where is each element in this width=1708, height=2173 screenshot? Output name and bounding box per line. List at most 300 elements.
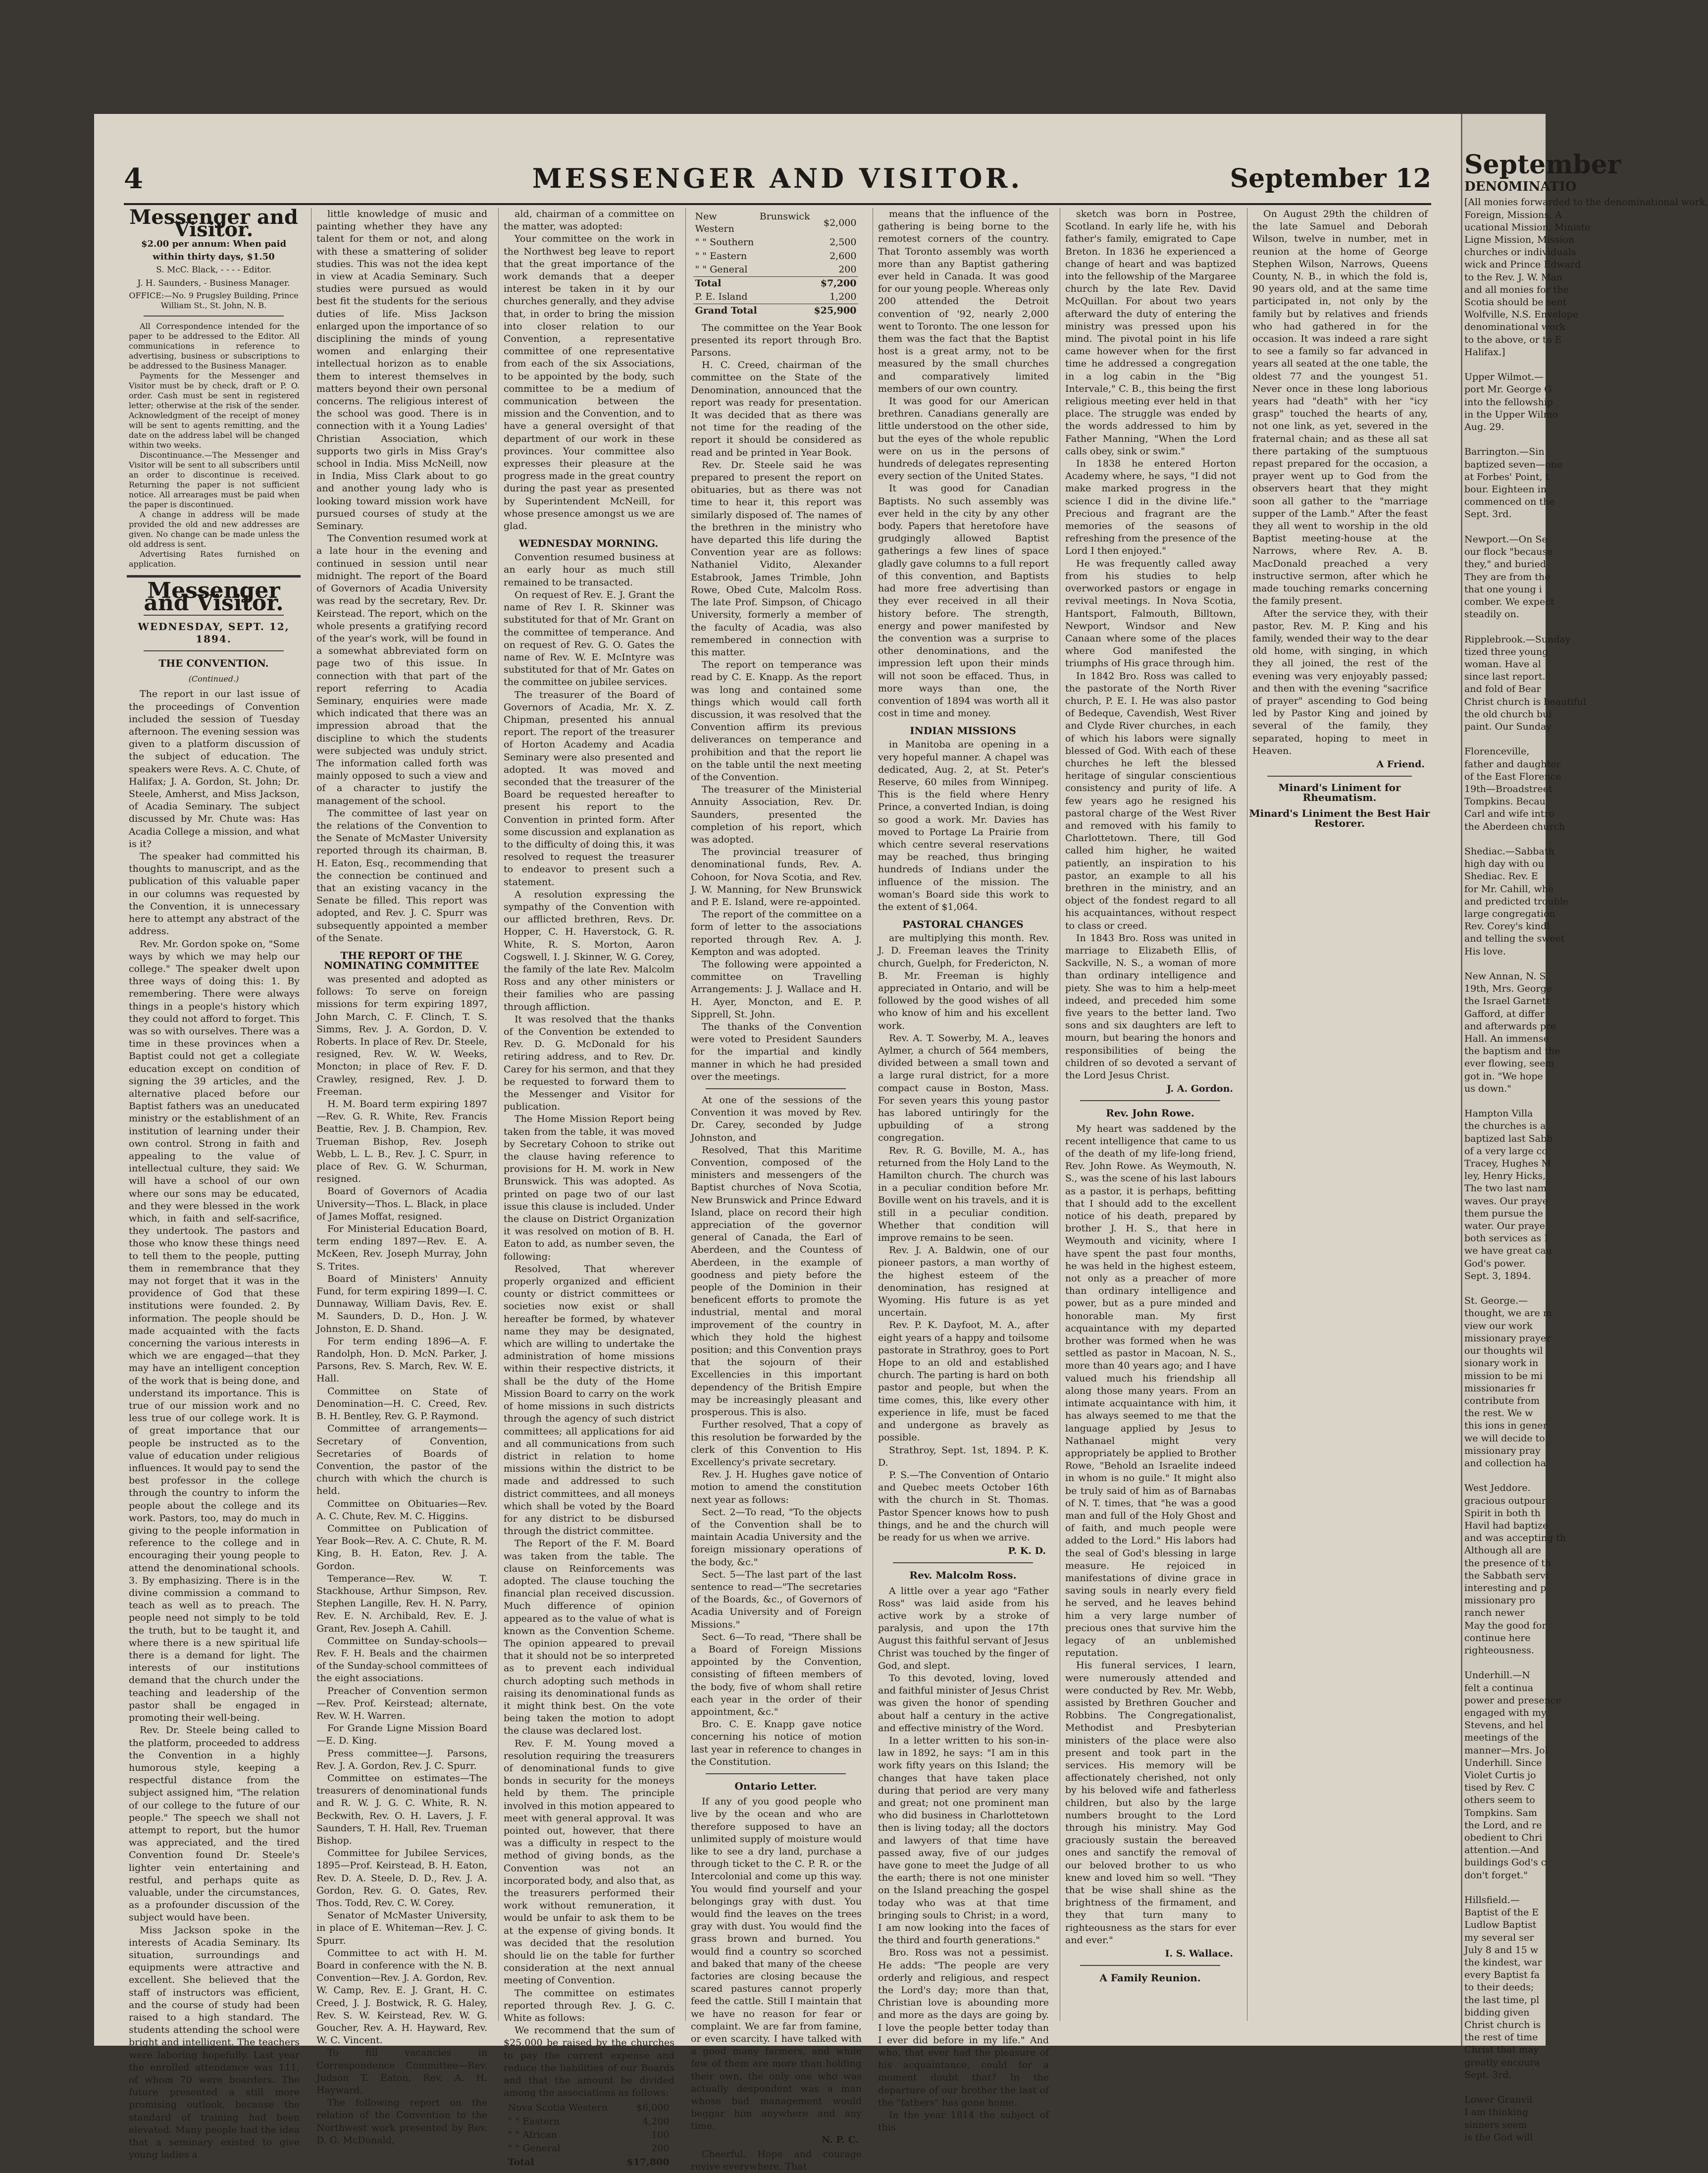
text-line <box>1464 1282 1544 1295</box>
paragraph: Rev. F. M. Young moved a resolution requiring the treasurers of denominational funds to give bonds in security for the moneys held by them. The principle involved in this motion appeared to meet with general approval. It was pointed out, however, that there was a difficulty in respect to the method of giving bonds, as the Convention was not an incorporated body, and also that, as the treasurers performed their work without remuneration, it would be unfair to ask them to be at the expense of giving bonds. It was decided that the resolution should lie on the table for further consideration at the next annual meeting of Convention. <box>504 1738 675 1986</box>
text-line: to the above, or to E <box>1464 334 1562 345</box>
divider <box>1080 1965 1220 1966</box>
paragraph: Committee of arrangements—Secretary of Convention, Secretaries of Boards of Convention, the pastor of the church with which the church is held. <box>316 1423 487 1497</box>
columns <box>124 206 1431 2173</box>
text-line: mission to be mi <box>1464 1370 1543 1381</box>
text-line: Tracey, Hughes M <box>1464 1158 1551 1169</box>
text-line: we will decide to <box>1464 1432 1545 1444</box>
text-line: the baptism and the <box>1464 1046 1560 1057</box>
paragraph: In 1842 Bro. Ross was called to the pastorate of the North River church, P. E. I. He was also pastor of Bedeque, Cavendish, West River and Clyde River churches, in each of which his labors were signally blessed of God. With each of these churches he left the blessed heritage of singular conscientious consistency and purity of life. A few years ago he resigned his pastoral charge of the West River and removed with his family to Charlottetown. There, till God called him higher, he waited patiently, an inspiration to his pastor, an example to all his brethren in the ministry, and an object of the fondest regard to all his acquaintances, without respect to class or creed. <box>1065 670 1236 931</box>
text-line: Havil had baptize <box>1464 1520 1549 1531</box>
text-line: Tompkins. Becau <box>1464 796 1546 807</box>
text-line: buildings God's c <box>1464 1857 1547 1868</box>
signature: J. A. Gordon. <box>1166 1083 1233 1095</box>
text-line: denominational work <box>1464 321 1565 333</box>
continued-note: (Continued.) <box>188 674 239 684</box>
table-cell: $7,200 <box>812 277 859 291</box>
section-heading: Ontario Letter. <box>734 1780 817 1792</box>
text-line: wick and Prince Edward <box>1464 259 1581 270</box>
text-line: Florenceville, <box>1464 746 1530 757</box>
paragraph: Rev. Mr. Gordon spoke on, "Some ways by which we may help our college." The speaker dwelt upon three ways of doing this: 1. By remembering. There were always things in a people's history which they could not afford to forget. This was so with ourselves. There was a time in these provinces when a Baptist could not get a collegiate education except on condition of signing the 39 articles, and the alternative placed before our Baptist fathers was an uneducated ministry or the establishment of an institution of learning under their own control. Strong in faith and appealing to the value of intellectual culture, they said: We will have a school of our own where our sons may be educated, and they were blessed in the work which, in faith and self-sacrifice, they undertook. The pastors and those who know these things need to tell them to the people, putting them in remembrance that they may not forget that it was in the providence of God that these institutions were founded. 2. By information. The people should be made acquainted with the facts concerning the various interests in which we are engaged—that they may have an intelligent conception of the work that is being done, and understand its importance. This is true of our mission work and no less true of our college work. It is of great importance that our people be instructed as to the value of education under religious influences. It would pay to send the best professor in the college through the country to inform the people about the college and its work. Pastors, too, may do much in giving to the people information in reference to the college and in encouraging their young people to attend the denominational schools. 3. By emphasizing. There is in the divine commission a command to teach as well as to preach. The people need not simply to be told the truth, but to be taught it, and where there is a new spiritual life there is a demand for light. The interests of our institutions demand that the church under the teaching and leadership of the pastor shall be engaged in promoting their well-being. <box>129 938 300 1724</box>
newspaper-page <box>94 114 1461 2173</box>
text-line: sinners seem <box>1464 2119 1527 2130</box>
manager-line: J. H. Saunders, - Business Manager. <box>137 278 290 289</box>
text-line: baptized last Sabb <box>1464 1133 1553 1144</box>
paragraph: The Report of the F. M. Board was taken from the table. The clause on Reinforcements was adopted. The clause touching the financial plan received discussion. Much difference of opinion appeared as to the value of what is known as the Convention Scheme. The opinion appeared to prevail that it should not be so interpreted as to prevent each individual church adopting such methods in raising its denominational funds as it might think best. On the vote being taken the motion to adopt the clause was declared lost. <box>504 1538 674 1737</box>
table-cell: " " Eastern <box>508 2116 560 2127</box>
text-line: and was accepting th <box>1464 1533 1566 1544</box>
paragraph: Sect. 5—The last part of the last sentence to read—"The secretaries of the Boards, &c., of Governors of Acadia University and of Foreign Missions." <box>691 1569 862 1630</box>
text-line: large congregation <box>1464 908 1555 919</box>
table-row <box>693 236 859 249</box>
paragraph: Your committee on the work in the Northwest beg leave to report that the great importance of the work demands that a deeper interest be taken in it by our churches generally, and they advise that, in order to bring the mission into closer relation to our Convention, a representative committee of one representative from each of the six Associations, to be appointed by the body, such committee to be a medium of communication between the mission and the Convention, and to have a general oversight of that department of our work in these provinces. Your committee also expresses their pleasure at the progress made in the great country during the past year as presented by Superintendent McNeill, for whose presence amongst us we are glad. <box>504 233 674 532</box>
column-2 <box>311 208 491 2146</box>
text-line: bour. Eighteen in <box>1464 484 1547 495</box>
paragraph: Rev. J. H. Hughes gave notice of motion to amend the constitution next year as follows: <box>691 1469 862 1505</box>
text-line: 19th—Broadstreet <box>1464 783 1553 795</box>
text-line: They are from the <box>1464 571 1551 583</box>
paragraph: was presented and adopted as follows: To serve on foreign missions for term expiring 1897, John March, C. F. Clinch, T. S. Simms, Rev. J. A. Gordon, D. V. Roberts. In place of Rev. Dr. Steele, resigned, Rev. W. W. Weeks, Moncton; in place of Rev. F. D. Crawley, resigned, Rev. J. D. Freeman. <box>316 973 487 1097</box>
text-line: Shediac. Rev. E <box>1464 871 1538 882</box>
table-row <box>506 2156 672 2170</box>
paragraph: In 1838 he entered Horton Academy where, he says, "I did not make marked progress in the science I did in the divine life." Precious and fragrant are the memories of the seasons of refreshing from the presence of the Lord I then enjoyed." <box>1065 458 1236 557</box>
table-row <box>693 210 859 236</box>
divider <box>144 650 284 651</box>
text-line: ley, Henry Hicks, <box>1464 1170 1546 1182</box>
column-7 <box>1247 208 1432 2021</box>
paragraph: It was resolved that the thanks of the Convention be extended to Rev. D. G. McDonald for his retiring address, and to Rev. Dr. Carey for his sermon, and that they be requested to forward them to the Messenger and Visitor for publication. <box>504 1013 674 1113</box>
paragraph: The report on temperance was read by C. E. Knapp. As the report was long and contained some things which would call forth discussion, it was resolved that the Convention affirm its previous deliverances on temperance and prohibition and that the report lie on the table until the next meeting of the Convention. <box>691 659 862 783</box>
paragraph: Rev. Dr. Steele being called to the platform, proceeded to address the Convention in a highly humorous style, keeping a respectful distance from the subject assigned him, "The relation of our college to the future of our people." The speech we shall not attempt to report, but the humor was appreciated, and the tired Convention found Dr. Steele's lighter vein entertaining and restful, and perhaps quite as valuable, under the circumstances, as a profounder discussion of the subject would have been. <box>129 1725 300 1923</box>
divider <box>127 575 301 578</box>
office-address: OFFICE:—No. 9 Prugsley Building, Prince William St., St. John, N. B. <box>129 291 299 311</box>
header-date: September 12 <box>1230 163 1431 194</box>
text-line: Rev. Corey's kindl <box>1464 921 1550 932</box>
table-row <box>693 250 859 263</box>
text-line: the churches is a <box>1464 1120 1546 1132</box>
text-line: them pursue the <box>1464 1208 1544 1219</box>
text-line: ucational Mission, Ministe <box>1464 221 1591 233</box>
advertisement: Minard's Liniment the Best Hair Restorer. <box>1249 807 1430 830</box>
paragraph: Resolved, That this Maritime Convention, composed of the ministers and messengers of the Baptist churches of Nova Scotia, New Brunswick and Prince Edward Island, place on record their high appreciation of the governor general of Canada, the Earl of Aberdeen, and the Countess of Aberdeen, in the example of goodness and piety before the people of the Dominion in their beneficent efforts to promote the industrial, mental and moral improvement of the country in which they hold the highest position; and this Convention prays that the sojourn of their Excellencies in this important dependency of the British Empire may be increasingly pleasant and prosperous. This is also. <box>691 1144 862 1418</box>
table-row <box>693 263 859 277</box>
section-heading: WEDNESDAY MORNING. <box>518 537 659 550</box>
text-line: to their deeds; <box>1464 1982 1534 1993</box>
subscription-rate: $2.00 per annum: When paid within thirty days, $1.50 <box>141 239 287 262</box>
text-line <box>1464 1657 1544 1669</box>
paragraph: Committee on Sunday-schools—Rev. F. H. Beals and the chairmen of the Sunday-school committees of the eight associations. <box>316 1635 487 1684</box>
text-line: God's power. <box>1464 1258 1526 1269</box>
text-line: tized three young <box>1464 646 1549 657</box>
text-line: don't forget." <box>1464 1869 1528 1881</box>
page-number: 4 <box>124 162 143 195</box>
paragraph: in Manitoba are opening in a very hopeful manner. A chapel was dedicated, Aug. 2, at St. Peter's Reserve, 60 miles from Winnipeg. This is the field where Henry Prince, a converted Indian, is doing so good a work. Mr. Davies has moved to Portage La Prairie from which centre several reservations may be reached, thus bringing hundreds of Indians under the influence of the mission. The woman's Board side this work to the extent of $1,064. <box>878 739 1049 912</box>
text-line: is the God will <box>1464 2131 1533 2143</box>
paragraph: Committee on State of Denomination—H. C. Creed, Rev. B. H. Bentley, Rev. G. P. Raymond. <box>316 1385 487 1422</box>
notice-correspondence: All Correspondence intended for the paper to be addressed to the Editor. All communications in reference to advertising, business or subscriptions to be addressed to the Business Manager. <box>129 321 300 371</box>
paragraph: Convention resumed business at an early hour as much still remained to be transacted. <box>504 552 674 588</box>
text-line: Underhill.—N <box>1464 1670 1530 1681</box>
text-line: missionary pray <box>1464 1445 1541 1456</box>
table-row <box>506 2101 672 2115</box>
text-line: churches or individuals <box>1464 247 1576 258</box>
text-line: missionaries fr <box>1464 1382 1535 1394</box>
divider <box>1080 1100 1220 1101</box>
paragraph: On request of Rev. E. J. Grant the name of Rev I. R. Skinner was substituted for that of Mr. Grant on the committee of temperance. And on request of Rev. G. O. Gates the name of Rev. W. E. McIntyre was substituted for that of Mr. Gates on the committee on jubilee services. <box>504 589 674 688</box>
column-4 <box>685 208 866 2173</box>
editor-line: S. McC. Black, - - - - Editor. <box>156 265 271 275</box>
signature: A Friend. <box>1376 758 1425 770</box>
text-line <box>1464 359 1544 371</box>
paragraph: The following report on the relation of the Convention to the Northwest work presented by Rev. D. G. McDonald, <box>316 2097 487 2146</box>
text-line: contribute from <box>1464 1395 1540 1406</box>
text-line: righteousness. <box>1464 1644 1534 1656</box>
table-row <box>693 304 859 318</box>
text-line: Christ that may <box>1464 2044 1539 2056</box>
text-line: view our work <box>1464 1320 1533 1331</box>
text-line <box>1464 621 1544 633</box>
paragraph: Committee on estimates—The treasurers of denominational funds and R. W. J. G. C. White, R. N. Beckwith, Rev. O. H. Lavers, J. F. Saunders, T. H. Hall, Rev. Trueman Bishop. <box>316 1772 487 1846</box>
text-line: Ripplebrook.—Sunday <box>1464 634 1571 645</box>
paragraph: H. M. Board term expiring 1897—Rev. G. R. White, Rev. Francis Beattie, Rev. J. B. Champion, Rev. Trueman Bishop, Rev. Joseph Webb, L. L. B., Rev. J. C. Spurr, in place of Rev. G. W. Schurman, resigned. <box>316 1099 487 1185</box>
paragraph: It was good for Canadian Baptists. No such assembly was ever held in the city by any other body. Papers that heretofore have grudgingly allowed Baptist gatherings a few lines of space gladly gave columns to a full report of this convention, and Baptists had more free advertising than they ever received in all their history before. The strength, energy and power manifested by the convention was a surprise to other denominations, and the impression left upon their minds will not soon be effaced. Thus, in more ways than one, the convention of 1894 was worth all it cost in time and money. <box>878 483 1049 719</box>
adjacent-page-text <box>1464 196 1708 2144</box>
text-line: Stevens, and hel <box>1464 1720 1544 1731</box>
text-line: the kindest, war <box>1464 1957 1542 1968</box>
paragraph: Sect. 6—To read, "There shall be a Board of Foreign Missions appointed by the Convention, consisting of fifteen members of the body, five of whom shall retire each year in the order of their appointment, &c." <box>691 1631 862 1717</box>
text-line: May the good for <box>1464 1620 1547 1631</box>
table-row <box>506 2115 672 2128</box>
text-line: the Sabbath servi <box>1464 1570 1549 1581</box>
article-heading: THE CONVENTION. <box>158 657 269 670</box>
paragraph: Board of Ministers' Annuity Fund, for term expiring 1899—I. C. Dunnaway, William Davis, Rev. E. M. Saunders, D. D., Hon. J. W. Johnston, E. D. Shand. <box>316 1273 487 1334</box>
paragraph: A little over a year ago "Father Ross" was laid aside from his active work by a stroke of paralysis, and upon the 17th August this faithful servant of Jesus Christ was touched by the finger of God, and slept. <box>878 1585 1049 1671</box>
paragraph: For Grande Ligne Mission Board—E. D. King. <box>316 1723 487 1747</box>
paragraph: The report of the committee on a form of letter to the associations reported through Rev. A. J. Kempton and was adopted. <box>691 909 862 957</box>
table-cell: 100 <box>651 2129 670 2140</box>
signature: I. S. Wallace. <box>1165 1948 1233 1960</box>
text-line: greatly encoura <box>1464 2057 1540 2068</box>
advertisement: Minard's Liniment for Rheumatism. <box>1278 782 1401 804</box>
text-line: the Israel Garnett <box>1464 996 1550 1007</box>
text-line: port Mr. George G <box>1464 384 1552 395</box>
paragraph: sketch was born in Postree, Scotland. In early life he, with his father's family, emigrated to Cape Breton. In 1836 he experienced a change of heart and was baptized into the fellowship of the Margaree church by the late Rev. David McQuillan. For about two years afterward the duty of entering the ministry was pressed upon his mind. The pivotal point in his life came however when for the first time he addressed a congregation in a log cabin in the "Big Intervale," C. B., this being the first religious meeting ever held in that place. The struggle was ended by the words addressed to him by Father Manning, "When the Lord calls obey, sink or swim." <box>1065 209 1236 457</box>
paragraph: Cheerful. Hope and courage revive everywhere. That <box>691 2148 862 2173</box>
text-line: ever flowing, seem <box>1464 1058 1554 1069</box>
paragraph: Board of Governors of Acadia University—Thos. L. Black, in place of James Moffat, resigned. <box>316 1186 487 1222</box>
text-line <box>1464 958 1544 970</box>
text-line: Shediac.—Sabbath <box>1464 846 1554 857</box>
text-line: my several ser <box>1464 1932 1534 1943</box>
paragraph: Resolved, That wherever properly organized and efficient county or district committees or societies now exist or shall hereafter be formed, by whatever name they may be designated, which are willing to undertake the administration of home missions within their respective districts, it shall be the duty of the Home Mission Board to carry on the work of home missions in such districts through the agency of such district committees; all applications for aid and all communications from such district in relation to home missions within the district to be made and addressed to such district committees, and all moneys which shall be voted by the Board for any district to be disbursed through the district committee. <box>504 1263 674 1537</box>
section-heading: INDIAN MISSIONS <box>910 725 1016 737</box>
signature: P. K. D. <box>1008 1545 1046 1557</box>
paragraph: In 1843 Bro. Ross was united in marriage to Elizabeth Ellis, of Sackville, N. S., a woman of more than ordinary intelligence and piety. She was to him a help-meet indeed, and preceded him some five years to the better land. Two sons and six daughters are left to mourn, but bearing the honors and responsibilities of being the children of so devoted a servant of the Lord Jesus Christ. <box>1065 932 1236 1081</box>
paragraph: A resolution expressing the sympathy of the Convention with our afflicted brethren, Revs. Dr. Hopper, C. H. Haverstock, G. R. White, R. S. Morton, Aaron Cogswell, I. J. Skinner, W. G. Corey, the family of the late Rev. Malcolm Ross and any other ministers or their families who are passing through affliction. <box>504 889 674 1012</box>
text-line <box>1464 1470 1544 1482</box>
text-line: waves. Our praye <box>1464 1195 1548 1207</box>
page-header <box>124 159 1431 205</box>
text-line: Sept. 3, 1894. <box>1464 1270 1531 1281</box>
text-line: the presence of th <box>1464 1557 1552 1569</box>
text-line: Scotia should be sent <box>1464 297 1567 308</box>
text-line: the Lord, and re <box>1464 1819 1542 1831</box>
text-line: Gafford, at differ <box>1464 1008 1545 1019</box>
text-line: Hampton Villa <box>1464 1108 1533 1119</box>
text-line: paint. Our Sunday <box>1464 721 1552 732</box>
masthead: MESSENGER AND VISITOR. <box>532 162 1023 194</box>
paragraph: He was frequently called away from his studies to help overworked pastors or engage in revival meetings. In Nova Scotia, Hantsport, Falmouth, Billtown, Newport, Windsor and New Canaan where some of the places where God manifested the triumphs of His grace through him. <box>1065 558 1236 669</box>
paragraph: The treasurer of the Ministerial Annuity Association, Rev. Dr. Saunders, presented the completion of his report, which was adopted. <box>691 784 862 845</box>
section-heading: THE REPORT OF THE NOMINATING COMMITTEE <box>324 949 479 971</box>
paragraph: Rev. R. G. Boville, M. A., has returned from the Holy Land to the Hamilton church. The church was in a peculiar condition before Mr. Boville went on his travels, and it is still in a peculiar condition. Whether that condition will improve remains to be seen. <box>878 1145 1049 1244</box>
text-line: this ions in gener <box>1464 1420 1548 1431</box>
paragraph: Bro. C. E. Knapp gave notice concerning his notice of motion last year in reference to changes in the Constitution. <box>691 1719 862 1767</box>
text-line: engaged with my <box>1464 1707 1547 1718</box>
signature: N. P. C. <box>821 2134 859 2145</box>
paragraph: The following were appointed a committee on Travelling Arrangements: J. J. Wallace and H. H. Ayer, Moncton, and E. P. Sipprell, St. John. <box>691 958 862 1020</box>
section-heading: Rev. John Rowe. <box>1106 1107 1194 1119</box>
text-line: us down." <box>1464 1083 1511 1094</box>
table-cell: Grand Total <box>693 304 812 318</box>
paragraph: Committee on Publication of Year Book—Rev. A. C. Chute, R. M. King, B. H. Eaton, Rev. J. A. Gordon. <box>316 1523 487 1572</box>
text-line: Foreign, Missions, A <box>1464 209 1562 220</box>
text-line: in the Upper Wilmo <box>1464 409 1558 420</box>
table-cell: " " Eastern <box>695 250 747 262</box>
table-cell: 200 <box>651 2143 670 2154</box>
ns-fund-table <box>506 2101 672 2169</box>
adjacent-page-title: DENOMINATIO <box>1464 179 1577 195</box>
paragraph: H. C. Creed, chairman of the committee on the State of the Denomination, announced that the report was ready for presentation. It was decided that as there was not time for the reading of the report it should be considered as read and be printed in Year Book. <box>691 360 862 458</box>
notice-address: A change in address will be made provided the old and new addresses are given. No change can be made unless the old address is sent. <box>129 510 300 549</box>
text-line: and fold of Bear <box>1464 684 1541 695</box>
text-line <box>1464 2081 1544 2094</box>
text-line: Underhill. Since <box>1464 1757 1542 1768</box>
text-line: 19th, Mrs. George <box>1464 983 1552 995</box>
section-heading: PASTORAL CHANGES <box>902 918 1024 931</box>
paragraph: Preacher of Convention sermon—Rev. Prof. Keirstead; alternate, Rev. W. H. Warren. <box>316 1685 487 1721</box>
text-line: of the East Florence <box>1464 771 1561 782</box>
text-line: Carl and wife intro <box>1464 808 1554 820</box>
paragraph: The Home Mission Report being taken from the table, it was moved by Secretary Cohoon to strike out the clause having reference to provisions for H. M. work in New Brunswick. This was adopted. As printed on page two of our last issue this clause is included. Under the clause on District Organization it was resolved on motion of B. H. Eaton to add, as number seven, the following: <box>504 1113 674 1262</box>
paragraph: His funeral services, I learn, were numerously attended and were conducted by Rev. Mr. Webb, assisted by Brethren Goucher and Robbins. The Congregationalist, Methodist and Presbyterian ministers of the place were also present and took part in the services. His memory will be affectionately cherished, not only by his beloved wife and fatherless children, but also by the large numbers brought to the Lord through his ministry. May God graciously sustain the bereaved ones and sanctify the removal of our beloved brother to us who knew and loved him so well. "They that be wise shall shine as the brightness of the firmament, and they that turn many to righteousness as the stars for ever and ever." <box>1065 1660 1236 1946</box>
paragraph: Strathroy, Sept. 1st, 1894. P. K. D. <box>878 1444 1049 1468</box>
text-line: sionary work in <box>1464 1358 1539 1369</box>
paragraph: The thanks of the Convention were voted to President Saunders for the impartial and kindly manner in which he had presided over the meetings. <box>691 1021 862 1082</box>
text-line: the old church bui <box>1464 708 1552 720</box>
text-line: missionary prayer <box>1464 1332 1551 1344</box>
column-1 <box>124 206 304 2161</box>
text-line: into the fellowship <box>1464 396 1553 408</box>
paragraph: are multiplying this month. Rev. J. D. Freeman leaves the Trinity church, Guelph, for Fredericton, N. B. Mr. Freeman is highly appreciated in Ontario, and will be followed by the good wishes of all who know of him and his excellent work. <box>878 933 1049 1031</box>
text-line: Violet Curtis jo <box>1464 1770 1536 1781</box>
paragraph: Committee for Jubilee Services, 1895—Prof. Keirstead, B. H. Eaton, Rev. D. A. Steele, D. D., Rev. J. A. Gordon, Rev. G. O. Gates, Rev. Thos. Todd, Rev. C. W. Corey. <box>316 1848 487 1909</box>
text-line: missionary pro <box>1464 1595 1536 1606</box>
text-line: got in. "We hope <box>1464 1070 1543 1082</box>
table-cell: 1,200 <box>829 291 857 303</box>
table-cell: 2,600 <box>829 250 857 262</box>
divider <box>706 1088 846 1089</box>
text-line: Tompkins. Sam <box>1464 1807 1537 1818</box>
text-line: July 8 and 15 w <box>1464 1944 1539 1956</box>
text-line: water. Our praye <box>1464 1220 1546 1232</box>
text-line: since last report. <box>1464 671 1546 683</box>
text-line: our flock "because <box>1464 546 1553 558</box>
text-line: Aug. 29. <box>1464 422 1504 433</box>
divider <box>1267 776 1412 777</box>
paragraph: The report in our last issue of the proceedings of Convention included the session of Tuesday afternoon. The evening session was given to a platform discussion of the subject of education. The speakers were Revs. A. C. Chute, of Halifax; J. A. Gordon, St. John; Dr. Steele, Amherst, and Miss Jackson, of Acadia Seminary. The subject discussed by Mr. Chute was: Has Acadia College a mission, and what is it? <box>129 689 300 849</box>
paragraph: Committee on Obituaries—Rev. A. C. Chute, Rev. M. C. Higgins. <box>316 1498 487 1522</box>
paragraph: It was good for our American brethren. Canadians generally are little understood on the other side, but the eyes of the whole republic were on us in the persons of hundreds of delegates representing every section of the United States. <box>878 396 1049 482</box>
section-heading: Rev. Malcolm Ross. <box>909 1569 1017 1582</box>
paragraph: ald, chairman of a committee on the matter, was adopted: <box>504 209 674 232</box>
paragraph: Committee to act with H. M. Board in conference with the N. B. Convention—Rev. J. A. Gordon, Rev. W. Camp, Rev. E. J. Grant, H. C. Creed, J. J. Bostwick, R. G. Haley, Rev. S. W. Keirstead, Rev. W. G. Goucher, Rev. A. H. Hayward, Rev. W. C. Vincent. <box>316 1947 487 2046</box>
text-line <box>1464 1095 1544 1108</box>
paragraph: The provincial treasurer of denominational funds, Rev. A. Cohoon, for Nova Scotia, and Rev. J. W. Manning, for New Brunswick and P. E. Island, were re-appointed. <box>691 847 862 907</box>
table-row <box>506 2142 672 2156</box>
table-cell: " " General <box>508 2143 561 2154</box>
text-line: they," and buried <box>1464 559 1546 570</box>
paper-title: Messenger and Visitor. <box>129 206 298 242</box>
paragraph: Rev. P. K. Dayfoot, M. A., after eight years of a happy and toilsome pastorate in Strathroy, goes to Port Hope to an old and established church. The parting is hard on both pastor and people, but when the time comes, this, like every other experience in life, must be faced and undergone as bravely as possible. <box>878 1320 1049 1443</box>
text-line: and predicted trouble <box>1464 896 1569 907</box>
paragraph: To this devoted, loving, loved and faithful minister of Jesus Christ was given the honor of spending about half a century in the active and effective ministry of the Word. <box>878 1672 1049 1734</box>
text-line: the rest. We w <box>1464 1408 1533 1419</box>
text-line: interesting and p <box>1464 1582 1547 1593</box>
column-3 <box>498 208 678 2168</box>
text-line: West Jeddore. <box>1464 1483 1531 1494</box>
paragraph: The treasurer of the Board of Governors of Acadia, Mr. X. Z. Chipman, presented his annual report. The report of the treasurer of Horton Academy and Acadia Seminary were also presented and adopted. It was moved and seconded that the treasurer of the Board be requested hereafter to present his report to the Convention in printed form. After some discussion and explanation as to the difficulty of doing this, it was resolved to request the treasurer to endeavor to present such a statement. <box>504 689 674 888</box>
divider <box>893 1562 1033 1563</box>
text-line: to the Rev. J. W. Man <box>1464 271 1562 283</box>
text-line: commenced on the <box>1464 496 1555 508</box>
text-line: gracious outpour <box>1464 1495 1546 1506</box>
paragraph: On August 29th the children of the late Samuel and Deborah Wilson, twelve in number, met in reunion at the home of George Stephen Wilson, Narrows, Queens County, N. B., in which the fold is, 90 years old, and at the same time participated in, not only by the family but by relatives and friends who had gathered in for the occasion. It was indeed a rare sight to see a family so far advanced in years all seated at the one table, the oldest 77 and the youngest 51. Never once in these long laborious years had "death" with her "icy grasp" touched the hearts of any, not one link, as yet, severed in the fraternal chain; and as these all sat there partaking of the sumptuous repast prepared for the occasion, a prayer went up to God from the observers heart that they might soon all gather to the "marriage supper of the Lamb." After the feast they all went to worship in the old Baptist meeting-house at the Narrows, where Rev. A. B. MacDonald preached a very instructive sermon, after which he made touching remarks concerning the family present. <box>1252 209 1428 607</box>
text-line: others seem to <box>1464 1795 1535 1806</box>
paragraph: The speaker had committed his thoughts to manuscript, and as the publication of this valuable paper in our columns was requested by the Convention, it is unnecessary here to attempt any abstract of the address. <box>129 851 300 937</box>
text-line: [All monies forwarded to the denominational work, <box>1464 197 1708 208</box>
paragraph: My heart was saddened by the recent intelligence that came to us of the death of my life-long friend, Rev. John Rowe. As Weymouth, N. S., was the scene of his last labours as a pastor, it is perhaps, befitting that I should add to the excellent notice of his death, prepared by brother J. H. S., that here in Weymouth and vicinity, where I have spent the past four months, he was held in the highest esteem, not only as a preacher of more than ordinary intelligence and power, but as a pure minded and honorable man. My first acquaintance with my departed brother was formed when he was settled as pastor in Macoan, N. S., more than 40 years ago; and I have valued much his friendship all along those many years. From an intimate acquaintance with him, it has always seemed to me that the language applied by Jesus to Nathanael might very appropriately be applied to Brother Rowe, "Behold an Israelite indeed in whom is no guile." It might also be truly said of him as of Barnabas of N. T. times, that "he was a good man and full of the Holy Ghost and of faith, and much people were added to the Lord." His labors had the seal of God's blessing in large measure. He rejoiced in manifestations of divine grace in saving souls in nearly every field he served, and he leaves behind him a very large number of precious ones that survive him the legacy of an unblemished reputation. <box>1065 1123 1236 1659</box>
text-line: St. George.— <box>1464 1295 1528 1307</box>
table-cell: New Brunswick Western <box>695 211 810 235</box>
adjacent-page-column <box>1462 114 1708 2144</box>
text-line: The two last nam <box>1464 1183 1547 1194</box>
text-line: of a very large co <box>1464 1145 1548 1157</box>
text-line: New Annan, N. S. <box>1464 971 1549 982</box>
text-line: Wolfville, N.S. Envelope <box>1464 309 1578 320</box>
paragraph: Senator of McMaster University, in place of E. Whiteman—Rev. J. C. Spurr. <box>316 1910 487 1946</box>
text-line: comber. We expect <box>1464 596 1554 607</box>
paragraph: Rev. A. T. Sowerby, M. A., leaves Aylmer, a church of 564 members, divided between a small town and a large rural district, for a more compact cause in Boston, Mass. For seven years this young pastor has labored untiringly for the upbuilding of a strong congregation. <box>878 1032 1049 1144</box>
table-cell: P. E. Island <box>695 291 748 303</box>
text-line: bidding given <box>1464 2007 1530 2018</box>
paragraph: The Convention resumed work at a late hour in the evening and continued in session until near midnight. The report of the Board of Governors of Acadia University was read by the secretary, Rev. Dr. Keirstead. The report, which on the whole presents a gratifying record of the year's work, will be found in a somewhat abbreviated form on page two of this issue. In connection with that part of the report referring to Acadia Seminary, enquiries were made which indicated that there was an impression abroad that the discipline to which the students were subjected was unduly strict. The information called forth was mainly opposed to such a view and of a character to justify the management of the school. <box>316 533 487 806</box>
paragraph: For Ministerial Education Board, term ending 1897—Rev. E. A. McKeen, Rev. Joseph Murray, John S. Trites. <box>316 1223 487 1272</box>
table-cell: 4,200 <box>642 2116 670 2127</box>
text-line <box>1464 1882 1544 1894</box>
table-row <box>693 277 859 291</box>
text-line: thought, we are m <box>1464 1308 1552 1319</box>
paragraph: For term ending 1896—A. F. Randolph, Hon. D. McN. Parker, J. Parsons, Rev. S. March, Rev. W. E. Hall. <box>316 1335 487 1384</box>
paragraph: means that the influence of the gathering is being borne to the remotest corners of the country. That Toronto assembly was worth more than any Baptist gathering ever held in Canada. It was good for our young people. Whereas only 200 attended the Detroit convention of '92, nearly 2,000 went to Toronto. The one lesson for them was the fact that the Baptist host is a great army, not to be measured by the small churches and comparatively limited members of our own country. <box>878 209 1049 394</box>
text-line: the last time, pl <box>1464 1994 1540 2006</box>
paragraph: little knowledge of music and painting whether they have any talent for them or not, and along with these a smattering of solider studies. This was not the idea kept in view at Acadia Seminary. Such studies were pursued as would best fit the students for the serious duties of life. Miss Jackson enlarged upon the importance of so disciplining the minds of young women and enlarging their intellectual horizon as to enable them to interest themselves in matters beyond their own personal concerns. The religious interest of the school was good. There is in connection with it a Young Ladies' Christian Association, which supports two girls in Miss Gray's school in India. Miss McNeill, now in India, Miss Clark about to go and another young lady who is looking toward mission work have pursued courses of study at the Seminary. <box>316 209 487 532</box>
text-line: attention.—And <box>1464 1845 1539 1856</box>
table-cell: $17,800 <box>620 2156 671 2170</box>
text-line: our thoughts wil <box>1464 1345 1543 1357</box>
text-line: Hall. An immense <box>1464 1033 1549 1045</box>
table-cell: " " General <box>695 264 748 275</box>
text-line: we have great cau <box>1464 1245 1552 1257</box>
column-5 <box>873 208 1053 2133</box>
text-line: father and daughter <box>1464 758 1561 770</box>
table-cell: 200 <box>838 264 857 275</box>
text-line: Barrington.—Sin <box>1464 446 1545 458</box>
paragraph: Bro. Ross was not a pessimist. He adds: "The people are very orderly and religious, and respect the Lord's day; more than that, Christian love is abounding more and more as the days are going by. I love the people better today than I ever did before in my life." And who, that ever had the pleasure of his acquaintance, could for a moment doubt that? In the departure of our brother the last of the "fathers" has gone home. <box>878 1947 1049 2108</box>
text-line: every Baptist fa <box>1464 1969 1540 1981</box>
text-line: Ligne Mission, Mission <box>1464 234 1575 246</box>
paragraph: After the service they, with their pastor, Rev. M. P. King and his family, wended their way to the dear old home, with singing, in which they all joined, the rest of the evening was very enjoyably passed; and then with the evening "sacrifice of prayer" ascending to God being led by Pastor King and joined by several of the family, they separated, hoping to meet in Heaven. <box>1252 608 1428 756</box>
paragraph: Miss Jackson spoke in the interests of Acadia Seminary. Its situation, surroundings and equipments were attractive and excellent. She believed that the staff of instructors was efficient, and the course of study had been raised to a high standard. The students attending the school were bright and intelligent. The teachers were laboring hopefully. Last year the enrolled attendance was 111, of whom 70 were boarders. The future presented a still more promising outlook, because the standard of training had been elevated. Many people had the idea that a seminary existed to give young ladies a <box>129 1924 300 2161</box>
text-line: both services as I <box>1464 1233 1548 1244</box>
table-cell: $2,000 <box>823 217 857 228</box>
paper-title-large: Messenger and Visitor. <box>144 578 284 616</box>
text-line: Lower Granvil <box>1464 2094 1533 2106</box>
notice-discontinuance: Discontinuance.—The Messenger and Visitor will be sent to all subscribers until an order to discontinue is received. Returning the paper is not sufficient notice. All arrearages must be paid when the paper is discontinued. <box>129 450 300 510</box>
text-line: felt a continua <box>1464 1682 1534 1694</box>
text-line: ranch newer <box>1464 1607 1525 1619</box>
text-line: the Aberdeen church <box>1464 821 1565 832</box>
text-line: continue here <box>1464 1632 1531 1643</box>
section-heading: A Family Reunion. <box>1099 1972 1201 1984</box>
table-cell: " " Southern <box>695 237 754 248</box>
paragraph: If any of you good people who live by the ocean and who are therefore supposed to have an unlimited supply of moisture would like to see a dry land, purchase a through ticket to the C. P. R. or the Intercolonial and come up this way. You would find yourself and your belongings gray with dust. You would find the leaves on the trees gray with dust. You would find the grass brown and burned. You would find a country so scorched and baked that many of the cheese factories are closing because the scared pastures cannot properly feed the cattle. Still I maintain that we have no reason for fear or complaint. We are far from famine, or even scarcity. I have talked with a good many farmers, and while few of them are more than holding their own, the only one who was actually despondent was a man whose bad management would beggar him anywhere and any time. <box>691 1796 862 2132</box>
text-line: Ludlow Baptist <box>1464 1919 1537 1931</box>
table-cell: $25,900 <box>812 304 859 318</box>
text-line: power and presence <box>1464 1695 1561 1706</box>
paragraph: Temperance—Rev. W. T. Stackhouse, Arthur Simpson, Rev. Stephen Langille, Rev. H. N. Parry, Rev. E. N. Archibald, Rev. E. J. Grant, Rev. Joseph A. Cahill. <box>316 1573 487 1634</box>
text-line: and collection ha <box>1464 1457 1546 1469</box>
text-line: Christ church is beautiful <box>1464 696 1587 707</box>
paragraph: At one of the sessions of the Convention it was moved by Rev. Dr. Carey, seconded by Judge Johnston, and <box>691 1095 862 1143</box>
text-line: Hillsfield.— <box>1464 1895 1520 1906</box>
text-line <box>1464 833 1544 846</box>
text-line: obedient to Chri <box>1464 1832 1543 1844</box>
text-line <box>1464 733 1544 745</box>
text-line: that one young i <box>1464 583 1542 595</box>
paragraph: Sect. 2—To read, "To the objects of the Convention shall be to maintain Acadia University and the foreign missionary operations of the body, &c." <box>691 1506 862 1568</box>
paragraph: Further resolved, That a copy of this resolution be forwarded by the clerk of this Convention to His Excellency's private secretary. <box>691 1419 862 1468</box>
paragraph: In the year 1814 the subject of this <box>878 2110 1049 2133</box>
paragraph: The committee on estimates reported through Rev. J. G. C. White as follows: <box>504 1987 674 2024</box>
paragraph: We recommend that the sum of $25,000 be raised by the churches to pay the current expense and reduce the liabilities of our Boards and that the amount be divided among the associations as follows: <box>504 2025 674 2099</box>
text-line <box>1464 433 1544 446</box>
text-line: Halifax.] <box>1464 346 1505 358</box>
nb-fund-table <box>693 210 859 318</box>
text-line: His love. <box>1464 946 1506 957</box>
text-line: Upper Wilmot.— <box>1464 371 1544 383</box>
text-line: at Forbes' Point, t <box>1464 471 1550 482</box>
divider <box>144 316 284 317</box>
text-line: and all monies for the <box>1464 284 1569 295</box>
paragraph: Rev. Dr. Steele said he was prepared to present the report on obituaries, but as there was not time to hear it, this report was similarly disposed of. The names of the brethren in the ministry who have departed this life during the Convention year are as follows: Nathaniel Vidito, Alexander Estabrook, James Trimble, John Rowe, Obed Cute, Malcolm Ross. The late Prof. Simpson, of Chicago University, formerly a member of the faculty of Acadia, was also remembered in connection with this matter. <box>691 459 862 658</box>
text-line: Sept. 3rd. <box>1464 509 1512 520</box>
paragraph: To fill vacancies in Correspondence Committee—Rev. Judson T. Eaton, Rev. A. H. Hayward. <box>316 2047 487 2096</box>
text-line: manner—Mrs. Jol <box>1464 1745 1548 1756</box>
text-line: Baptist of the E <box>1464 1907 1539 1918</box>
paragraph: The committee on the Year Book presented its report through Bro. Parsons. <box>691 322 862 359</box>
text-line: high day with ou <box>1464 858 1544 870</box>
